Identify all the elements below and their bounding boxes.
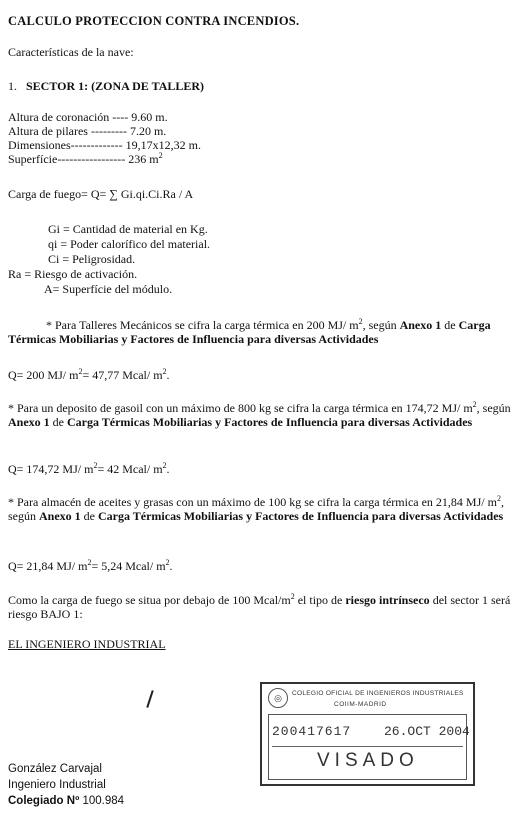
sector-number: 1. (8, 79, 17, 93)
definition-item: Ra = Riesgo de activación. (8, 267, 138, 281)
definition-item: A= Superfície del módulo. (44, 282, 173, 296)
stamp-number: 200417617 (272, 724, 352, 739)
sector-label: SECTOR 1: (ZONA DE TALLER) (26, 79, 205, 93)
dimensions-list (8, 110, 512, 166)
dimension-row: Superfície----------------- 236 $m^2$ (8, 151, 163, 166)
dimension-row: Dimensiones------------- 19,17x12,32 m. (8, 138, 201, 152)
stamp-date: 26.OCT 2004 (384, 724, 470, 739)
definition-item: Gi = Cantidad de material en Kg. (48, 222, 208, 236)
paragraph-talleres: * Para Talleres Mecánicos se cifra la carga térmica en 200 MJ/ $m^2$, según Anexo 1 de Carga Térmicas Mobiliarias y Factores de Influencia para diversas Actividades (8, 317, 491, 346)
engineer-heading: EL INGENIERO INDUSTRIAL (8, 637, 166, 651)
stamp-visado-label: VISADO (317, 750, 419, 771)
stamp-divider (272, 746, 463, 747)
definition-item: qi = Poder calorífico del material. (48, 237, 211, 251)
paragraph-gasoil: * Para un deposito de gasoil con un máximo de 800 kg se cifra la carga térmica en 174,72 MJ/ $m^2$, según Anexo 1 de Carga Térmicas Mobiliarias y Factores de Influencia para diversas Actividades (8, 400, 511, 429)
signature-colegiado (8, 794, 124, 809)
sector-heading (8, 79, 512, 93)
result-q2: Q= 174,72 MJ/ $m^2= 42$ Mcal/ $m^2$. (8, 461, 170, 476)
definitions-list (8, 222, 512, 297)
fire-load-formula: Carga de fuego= Q= ∑ Gi.qi.Ci.Ra / A (8, 187, 194, 201)
conclusion-paragraph: Como la carga de fuego se situa por debajo de 100 Mcal/$m^2$ el tipo de riesgo intrínseco del sector 1 será riesgo BAJO 1: (8, 592, 511, 621)
page-title: CALCULO PROTECCION CONTRA INCENDIOS. (8, 14, 300, 28)
pen-mark (146, 690, 153, 708)
college-seal-icon: ◎ (268, 688, 288, 708)
paragraph-aceites: * Para almacén de aceites y grasas con un máximo de 100 kg se cifra la carga térmica en 21,84 MJ/ $m^2$, según Anexo 1 de Carga Térmicas Mobiliarias y Factores de Influencia para diversas Actividades (8, 494, 504, 523)
dimension-row: Altura de pilares --------- 7.20 m. (8, 124, 167, 138)
signature-name: González Carvajal (8, 763, 102, 775)
dimension-row: Altura de coronación ---- 9.60 m. (8, 110, 168, 124)
result-q3: Q= 21,84 MJ/ $m^2= 5,24$ Mcal/ $m^2$. (8, 558, 173, 573)
signature-role: Ingeniero Industrial (8, 779, 106, 791)
stamp-college-name: COLEGIO OFICIAL DE INGENIEROS INDUSTRIALES (292, 690, 464, 697)
definition-item: Ci = Peligrosidad. (48, 252, 136, 266)
colegiado-label: Colegiado Nº (8, 795, 80, 807)
intro-text: Características de la nave: (8, 45, 134, 59)
result-q1: Q= 200 MJ/ $m^2= 47,77$ Mcal/ $m^2$. (8, 367, 170, 382)
visado-stamp (260, 682, 475, 786)
stamp-college-city: COIIM-MADRID (334, 701, 387, 708)
colegiado-number: 100.984 (82, 795, 125, 807)
